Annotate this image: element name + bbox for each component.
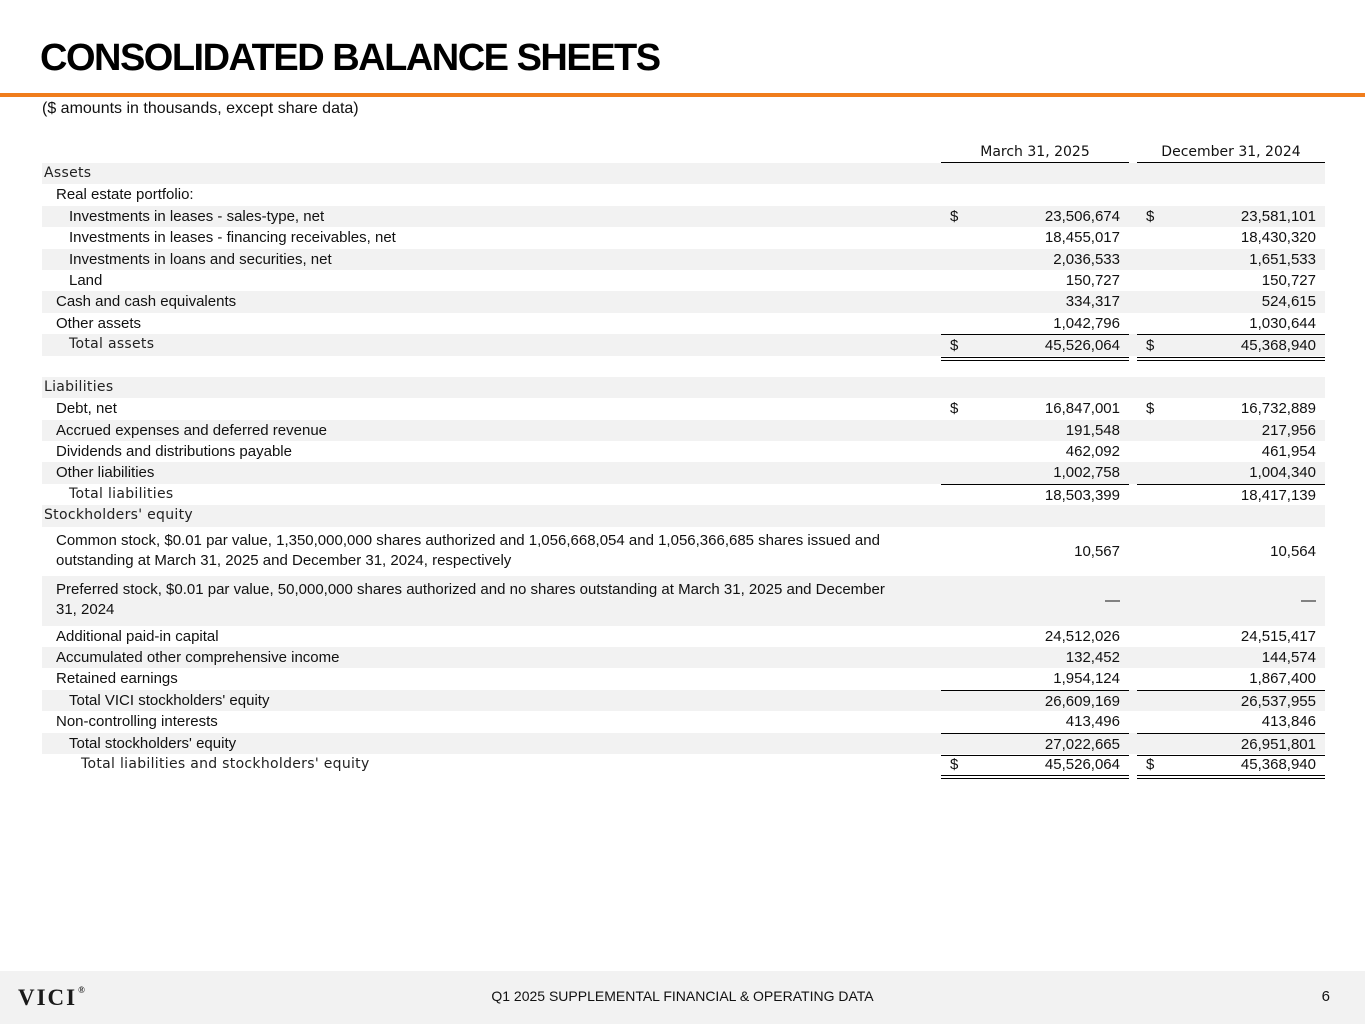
row-label: Assets	[44, 165, 92, 181]
amount: 18,417,139	[1240, 486, 1316, 504]
table-row	[42, 626, 1325, 647]
value-december-2024	[1137, 462, 1325, 483]
amount: 1,002,758	[1053, 464, 1120, 482]
value-march-2025	[941, 270, 1129, 291]
column-header-march-2025: March 31, 2025	[941, 143, 1129, 163]
row-label: Dividends and distributions payable	[56, 443, 292, 461]
amount: 150,727	[1065, 271, 1120, 289]
amount: 45,526,064	[1044, 755, 1120, 773]
row-label: Investments in loans and securities, net	[69, 250, 332, 268]
value-december-2024	[1137, 270, 1325, 291]
table-row	[42, 313, 1325, 334]
value-march-2025	[941, 206, 1129, 227]
row-label: Land	[69, 271, 103, 289]
value-december-2024	[1137, 249, 1325, 270]
page-number: 6	[1321, 988, 1330, 1005]
row-label: Investments in leases - financing receivables, net	[69, 229, 396, 247]
amount: 1,030,644	[1249, 314, 1316, 332]
amount: 10,564	[1270, 542, 1316, 560]
amount: 191,548	[1065, 421, 1120, 439]
table-row	[42, 227, 1325, 248]
amount: 45,526,064	[1044, 337, 1120, 355]
table-row	[42, 291, 1325, 312]
amount: 18,430,320	[1240, 229, 1316, 247]
amount: 45,368,940	[1240, 337, 1316, 355]
page-footer	[0, 971, 1365, 1024]
total-row	[42, 334, 1325, 355]
value-december-2024	[1137, 227, 1325, 248]
row-label: Stockholders' equity	[44, 507, 193, 524]
total-row	[42, 754, 1325, 775]
table-row	[42, 420, 1325, 441]
amount: —	[1105, 592, 1120, 610]
amount: 23,506,674	[1044, 207, 1120, 225]
row-label: Other liabilities	[56, 464, 155, 482]
amount: 23,581,101	[1240, 207, 1316, 225]
total-row	[42, 484, 1325, 505]
table-row	[42, 184, 1325, 205]
value-december-2024	[1137, 420, 1325, 441]
currency-symbol: $	[1146, 207, 1155, 225]
section-header-row	[42, 163, 1325, 184]
row-label: Accrued expenses and deferred revenue	[56, 421, 328, 439]
currency-symbol: $	[950, 337, 959, 355]
amount: —	[1301, 592, 1316, 610]
value-march-2025	[941, 291, 1129, 312]
value-march-2025	[941, 441, 1129, 462]
value-march-2025	[941, 668, 1129, 689]
amount: 10,567	[1074, 542, 1120, 560]
column-header-december-2024: December 31, 2024	[1137, 143, 1325, 163]
value-december-2024	[1137, 668, 1325, 689]
amount: 24,512,026	[1044, 627, 1120, 645]
table-row	[42, 206, 1325, 227]
amount: 413,846	[1261, 713, 1316, 731]
row-label: Preferred stock, $0.01 par value, 50,000,000 shares authorized and no shares outstanding at March 31, 2025 and December 31, 2024	[56, 581, 885, 619]
row-label: Debt, net	[56, 400, 117, 418]
amount: 1,954,124	[1053, 670, 1120, 688]
currency-symbol: $	[950, 207, 959, 225]
title-divider	[0, 93, 1365, 97]
amount: 1,042,796	[1053, 314, 1120, 332]
value-december-2024	[1137, 313, 1325, 334]
value-march-2025	[941, 690, 1129, 712]
page-title: CONSOLIDATED BALANCE SHEETS	[40, 37, 660, 79]
row-label: Accumulated other comprehensive income	[56, 649, 340, 667]
table-row	[42, 249, 1325, 270]
table-row	[42, 462, 1325, 483]
amount: 334,317	[1065, 293, 1120, 311]
total-row	[42, 733, 1325, 754]
amount: 132,452	[1065, 649, 1120, 667]
value-december-2024	[1137, 690, 1325, 712]
table-row	[42, 647, 1325, 668]
value-december-2024	[1137, 484, 1325, 507]
section-header-row	[42, 505, 1325, 526]
row-label: Total VICI stockholders' equity	[69, 691, 270, 709]
amount: 413,496	[1065, 713, 1120, 731]
balance-sheet-table	[42, 163, 1325, 775]
amount: 144,574	[1261, 649, 1316, 667]
row-label: Additional paid-in capital	[56, 627, 219, 645]
amount: 18,455,017	[1044, 229, 1120, 247]
value-december-2024	[1137, 711, 1325, 732]
row-label: Investments in leases - sales-type, net	[69, 207, 325, 225]
value-march-2025	[941, 313, 1129, 334]
row-label: Total liabilities and stockholders' equity	[81, 755, 370, 772]
row-label: Total liabilities	[69, 485, 174, 502]
amount: 1,651,533	[1249, 250, 1316, 268]
value-march-2025	[941, 626, 1129, 647]
table-row	[42, 356, 1325, 377]
amount: 1,867,400	[1249, 670, 1316, 688]
amount: 16,732,889	[1240, 400, 1316, 418]
value-march-2025	[941, 590, 1129, 611]
currency-symbol: $	[1146, 400, 1155, 418]
row-label: Total stockholders' equity	[69, 734, 237, 752]
value-march-2025	[941, 249, 1129, 270]
amount: 24,515,417	[1240, 627, 1316, 645]
amount: 1,004,340	[1249, 464, 1316, 482]
value-december-2024	[1137, 441, 1325, 462]
value-march-2025	[941, 398, 1129, 419]
row-label: Retained earnings	[56, 670, 178, 688]
amount: 45,368,940	[1240, 755, 1316, 773]
row-label: Other assets	[56, 314, 142, 332]
amount: 150,727	[1261, 271, 1316, 289]
value-march-2025	[941, 754, 1129, 779]
amount: 27,022,665	[1044, 735, 1120, 753]
currency-symbol: $	[1146, 337, 1155, 355]
value-march-2025	[941, 227, 1129, 248]
row-label: Total assets	[69, 336, 155, 353]
row-label: Common stock, $0.01 par value, 1,350,000,000 shares authorized and 1,056,668,054 and 1,056,366,685 shares issued and outstanding at March 31, 2025 and December 31, 2024, respectively	[56, 531, 880, 569]
value-march-2025	[941, 733, 1129, 756]
amount: 16,847,001	[1044, 400, 1120, 418]
currency-symbol: $	[950, 400, 959, 418]
amount: 26,537,955	[1240, 692, 1316, 710]
amount: 26,609,169	[1044, 692, 1120, 710]
value-december-2024	[1137, 541, 1325, 562]
amount: 217,956	[1261, 421, 1316, 439]
value-december-2024	[1137, 626, 1325, 647]
amount: 2,036,533	[1053, 250, 1120, 268]
value-december-2024	[1137, 590, 1325, 611]
value-march-2025	[941, 420, 1129, 441]
table-row	[42, 576, 1325, 626]
currency-symbol: $	[950, 755, 959, 773]
registered-mark: ®	[78, 985, 85, 995]
footer-title: Q1 2025 SUPPLEMENTAL FINANCIAL & OPERATING DATA	[491, 988, 874, 1004]
amount: 26,951,801	[1240, 735, 1316, 753]
logo-text: VICI	[18, 985, 78, 1010]
value-december-2024	[1137, 206, 1325, 227]
row-label: Real estate portfolio:	[56, 186, 194, 204]
amount: 524,615	[1261, 293, 1316, 311]
row-label: Liabilities	[44, 378, 114, 395]
value-december-2024	[1137, 647, 1325, 668]
table-row	[42, 668, 1325, 689]
value-march-2025	[941, 711, 1129, 732]
amount: 461,954	[1261, 443, 1316, 461]
units-note: ($ amounts in thousands, except share data)	[42, 100, 359, 117]
value-march-2025	[941, 462, 1129, 483]
total-row	[42, 690, 1325, 711]
table-row	[42, 441, 1325, 462]
amount: 18,503,399	[1044, 486, 1120, 504]
value-march-2025	[941, 541, 1129, 562]
table-row	[42, 398, 1325, 419]
value-december-2024	[1137, 398, 1325, 419]
value-december-2024	[1137, 754, 1325, 779]
currency-symbol: $	[1146, 755, 1155, 773]
table-row	[42, 270, 1325, 291]
row-label: Cash and cash equivalents	[56, 293, 237, 311]
row-label: Non-controlling interests	[56, 713, 218, 731]
table-row	[42, 711, 1325, 732]
table-row	[42, 527, 1325, 577]
value-march-2025	[941, 647, 1129, 668]
value-december-2024	[1137, 733, 1325, 756]
amount: 462,092	[1065, 443, 1120, 461]
section-header-row	[42, 377, 1325, 398]
value-march-2025	[941, 484, 1129, 507]
value-december-2024	[1137, 291, 1325, 312]
